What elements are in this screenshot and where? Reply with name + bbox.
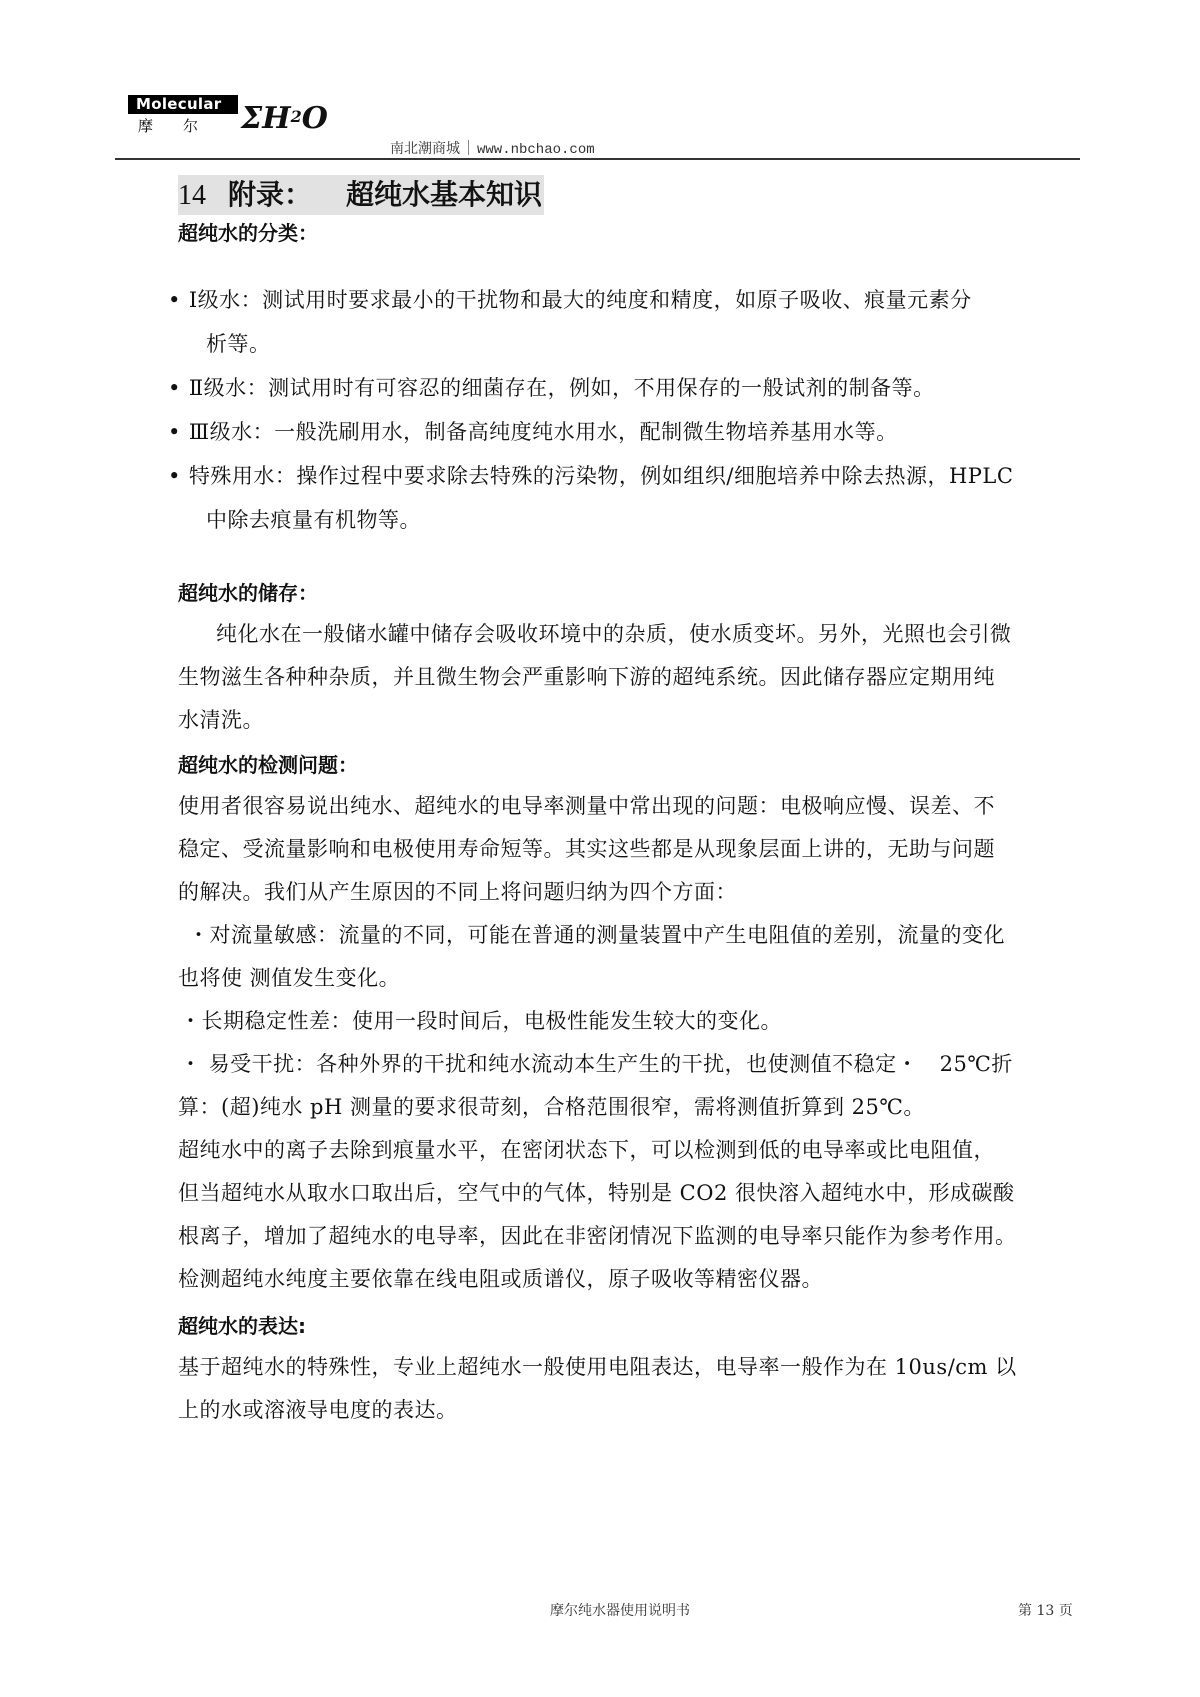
site-header [390,138,595,158]
section-heading-expression: 超纯水的表达: [178,1314,306,1338]
paragraph-line: 基于超纯水的特殊性，专业上超纯水一般使用电阻表达，电导率一般作为在 10us/cm 以 [178,1355,1017,1379]
page-content [178,175,1108,1422]
paragraph-line: 生物滋生各种种杂质，并且微生物会严重影响下游的超纯系统。因此储存器应定期用纯 [178,665,995,689]
paragraph-line: ・ 易受干扰：各种外界的干扰和纯水流动本生产生的干扰，也使测值不稳定・ 25℃折 [180,1052,1013,1076]
logo-formula: $\Sigma H_2O$ [241,101,328,136]
site-name: 南北潮商城 [390,142,460,158]
paragraph-line: 根离子，增加了超纯水的电导率，因此在非密闭情况下监测的电导率只能作为参考作用。 [178,1224,1017,1248]
paragraph-line: ・对流量敏感：流量的不同，可能在普通的测量装置中产生电阻值的差别，流量的变化 [188,923,1005,947]
chapter-label: 附录： [228,178,313,211]
paragraph-line: 稳定、受流量影响和电极使用寿命短等。其实这些都是从现象层面上讲的，无助与问题 [178,837,995,861]
list-item: • Ⅱ级水：测试用时有可容忍的细菌存在，例如，不用保存的一般试剂的制备等。 [168,365,1098,412]
section-heading-detection: 超纯水的检测问题： [178,753,358,777]
paragraph-line: 的解决。我们从产生原因的不同上将问题归纳为四个方面： [178,880,737,904]
logo-chinese: 摩尔 [138,117,229,135]
paragraph-line: 但当超纯水从取水口取出后，空气中的气体，特别是 CO2 很快溶入超纯水中，形成碳酸 [178,1181,1015,1205]
page-number: 第 13 页 [1018,1603,1073,1619]
paragraph-line: 水清洗。 [178,708,264,732]
paragraph-line: 使用者很容易说出纯水、超纯水的电导率测量中常出现的问题：电极响应慢、误差、不 [178,794,995,818]
paragraph-line: 上的水或溶液导电度的表达。 [178,1398,458,1422]
paragraph-line: 超纯水中的离子去除到痕量水平，在密闭状态下，可以检测到低的电导率或比电阻值， [178,1138,995,1162]
paragraph-line: 检测超纯水纯度主要依靠在线电阻或质谱仪，原子吸收等精密仪器。 [178,1267,823,1291]
paragraph-line: 纯化水在一般储水罐中储存会吸收环境中的杂质，使水质变坏。另外，光照也会引微 [216,622,1012,646]
site-url[interactable]: www.nbchao.com [477,142,595,158]
paragraph-line: 也将使 测值发生变化。 [178,966,401,990]
logo-english: Molecular [128,95,238,114]
list-item: • Ⅰ级水：测试用时要求最小的干扰物和最大的纯度和精度，如原子吸收、痕量元素分 [168,277,1098,324]
header-rule [115,158,1080,160]
paragraph-line: 算：(超)纯水 pH 测量的要求很苛刻，合格范围很窄，需将测值折算到 25℃。 [178,1095,925,1119]
chapter-number: 14 [178,180,206,211]
list-item: • Ⅲ级水：一般洗刷用水，制备高纯度纯水用水，配制微生物培养基用水等。 [168,409,1098,456]
paragraph-line: ・长期稳定性差：使用一段时间后，电极性能发生较大的变化。 [180,1009,782,1033]
footer-doc-title: 摩尔纯水器使用说明书 [550,1603,690,1619]
list-item-continuation: 析等。 [206,332,271,356]
section-heading-storage: 超纯水的储存： [178,581,318,605]
divider [468,140,469,155]
section-heading-classification: 超纯水的分类： [178,221,318,245]
list-item: • 特殊用水：操作过程中要求除去特殊的污染物，例如组织/细胞培养中除去热源，HPLC [168,453,1098,500]
chapter-heading: 超纯水基本知识 [346,178,543,211]
list-item-continuation: 中除去痕量有机物等。 [206,508,421,532]
brand-logo [128,95,348,145]
chapter-title [178,175,544,215]
